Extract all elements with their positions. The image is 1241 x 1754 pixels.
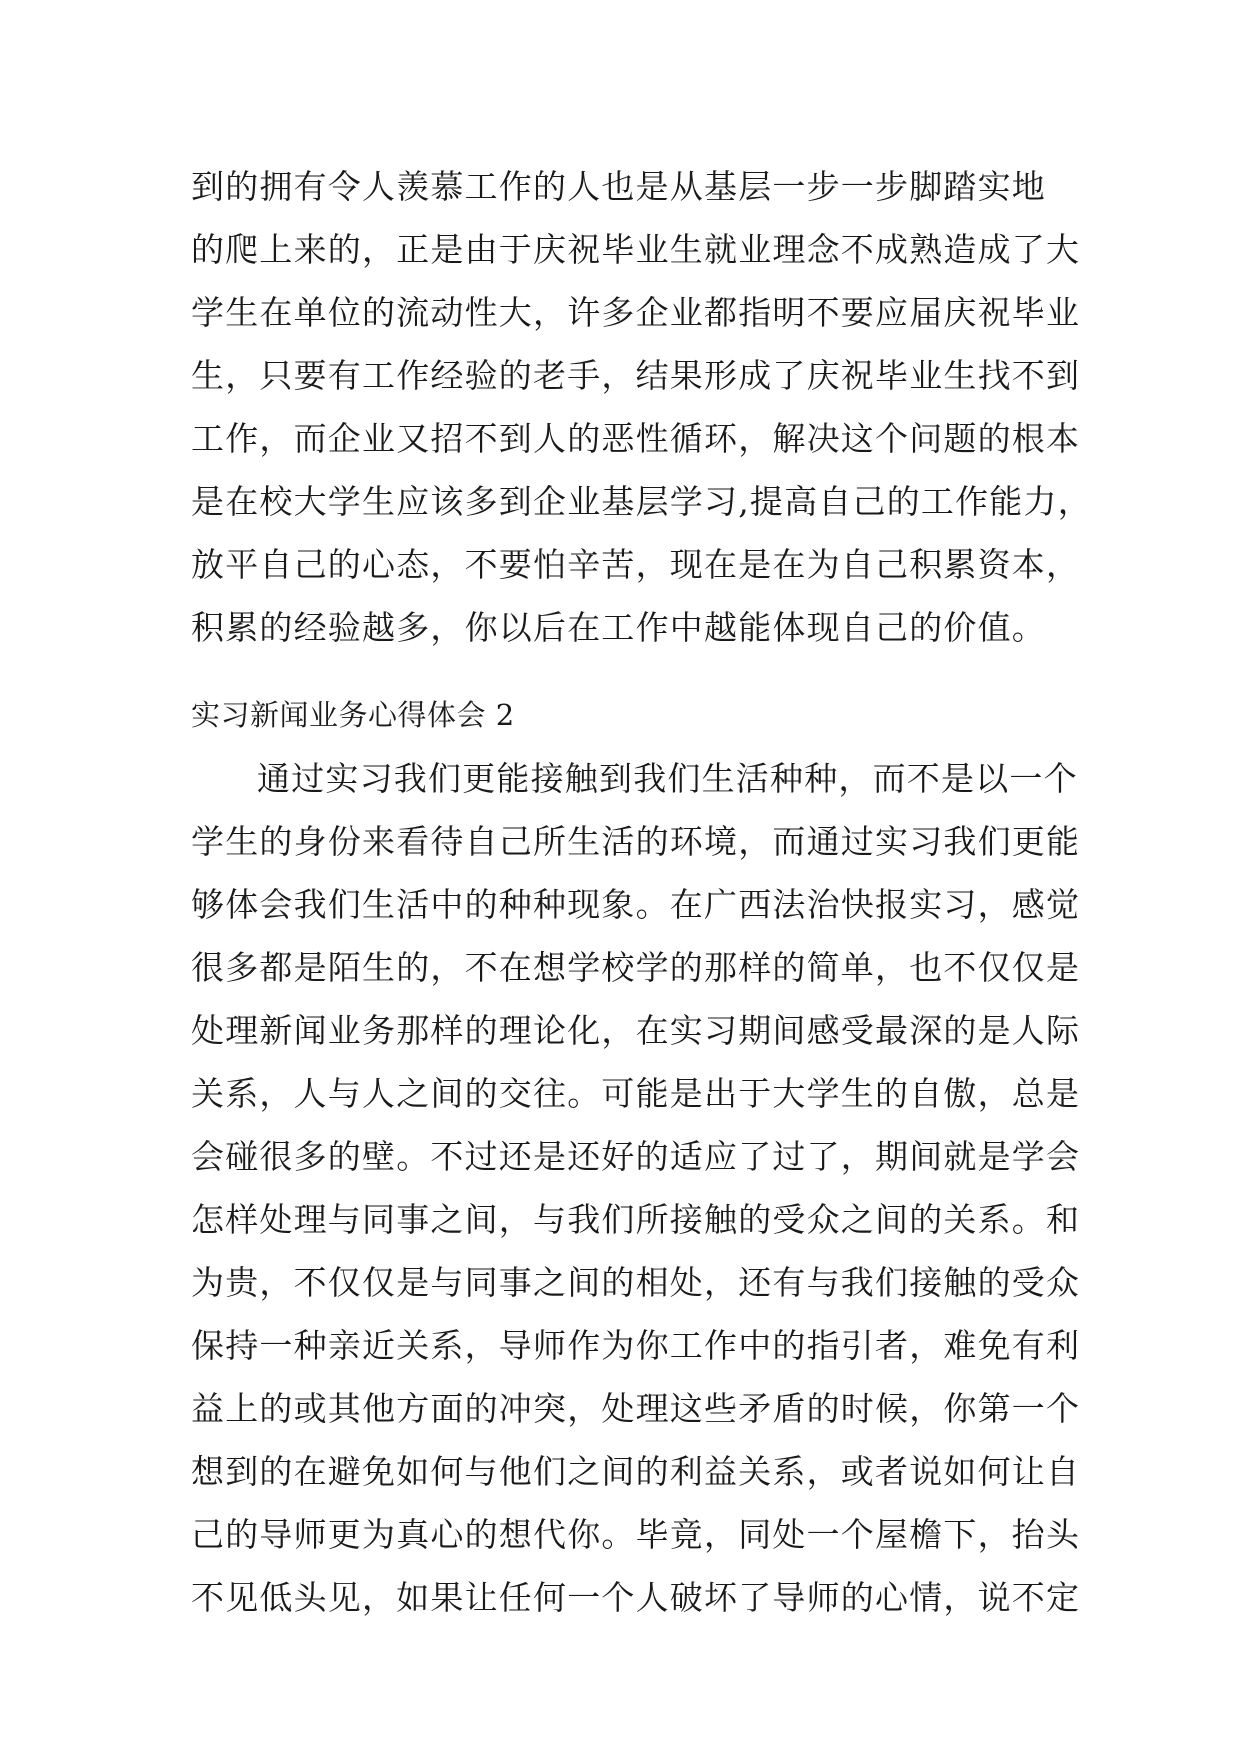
- paragraph-line: 会碰很多的壁。不过还是还好的适应了过了，期间就是学会: [191, 1137, 1081, 1176]
- paragraph-line: 益上的或其他方面的冲突，处理这些矛盾的时候，你第一个: [191, 1389, 1081, 1428]
- section-heading-block: [191, 684, 1051, 747]
- section-heading: 实习新闻业务心得体会 2: [191, 698, 515, 732]
- paragraph-line: 够体会我们生活中的种种现象。在广西法治快报实习，感觉: [191, 885, 1081, 924]
- paragraph-line: 不见低头见，如果让任何一个人破坏了导师的心情，说不定: [191, 1578, 1081, 1617]
- paragraph-line: 是在校大学生应该多到企业基层学习,提高自己的工作能力，: [191, 482, 1092, 521]
- paragraph-line: 通过实习我们更能接触到我们生活种种，而不是以一个: [257, 759, 1078, 798]
- paragraph-line: 积累的经验越多，你以后在工作中越能体现自己的价值。: [191, 608, 1046, 647]
- paragraph-line: 学生的身份来看待自己所生活的环境，而通过实习我们更能: [191, 822, 1081, 861]
- paragraph-line: 想到的在避免如何与他们之间的利益关系，或者说如何让自: [191, 1452, 1081, 1491]
- paragraph-line: 处理新闻业务那样的理论化，在实习期间感受最深的是人际: [191, 1011, 1081, 1050]
- paragraph-line: 学生在单位的流动性大，许多企业都指明不要应届庆祝毕业: [191, 293, 1081, 332]
- paragraph-line: 怎样处理与同事之间，与我们所接触的受众之间的关系。和: [191, 1200, 1081, 1239]
- paragraph-line: 己的导师更为真心的想代你。毕竟，同处一个屋檐下，抬头: [191, 1515, 1081, 1554]
- paragraph-line: 关系，人与人之间的交往。可能是出于大学生的自傲，总是: [191, 1074, 1081, 1113]
- paragraph-line: 很多都是陌生的，不在想学校学的那样的简单，也不仅仅是: [191, 948, 1081, 987]
- paragraph-2: [191, 747, 1081, 1629]
- paragraph-line: 为贵，不仅仅是与同事之间的相处，还有与我们接触的受众: [191, 1263, 1081, 1302]
- paragraph-line: 工作，而企业又招不到人的恶性循环，解决这个问题的根本: [191, 419, 1081, 458]
- paragraph-line: 放平自己的心态，不要怕辛苦，现在是在为自己积累资本，: [191, 545, 1081, 584]
- paragraph-1: [191, 155, 1092, 659]
- paragraph-line: 保持一种亲近关系，导师作为你工作中的指引者，难免有利: [191, 1326, 1081, 1365]
- paragraph-line: 生，只要有工作经验的老手，结果形成了庆祝毕业生找不到: [191, 356, 1081, 395]
- paragraph-line: 的爬上来的，正是由于庆祝毕业生就业理念不成熟造成了大: [191, 230, 1081, 269]
- paragraph-line: 到的拥有令人羡慕工作的人也是从基层一步一步脚踏实地: [191, 167, 1046, 206]
